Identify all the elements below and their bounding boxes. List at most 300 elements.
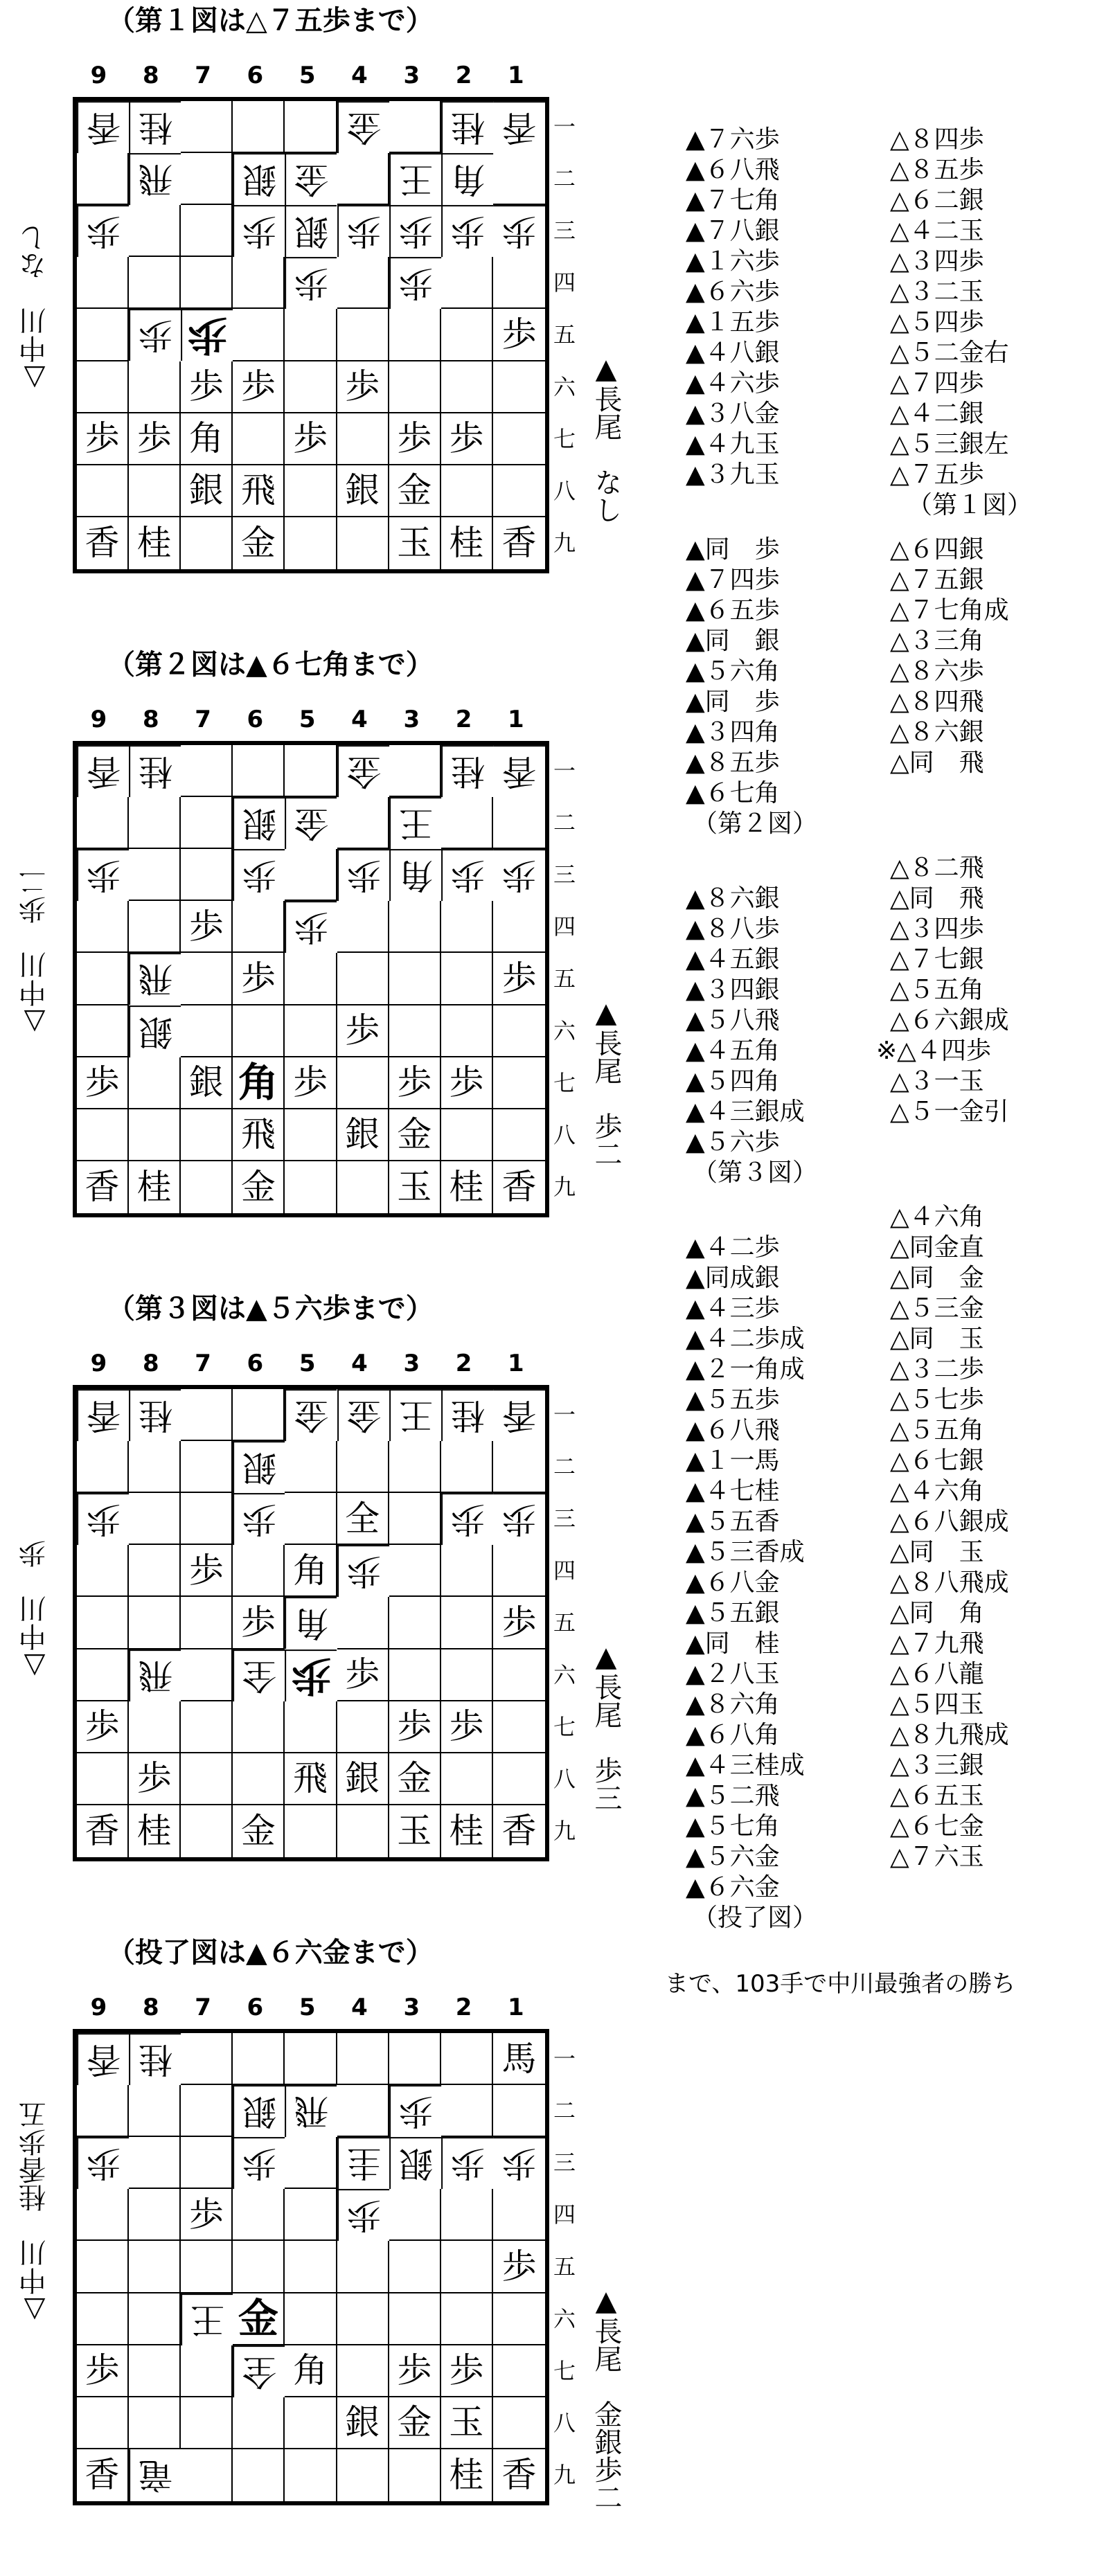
file-label: 2 <box>455 62 472 89</box>
file-label: 3 <box>403 1994 420 2021</box>
empty-square <box>493 257 545 309</box>
empty-square <box>181 1493 233 1545</box>
sente-piece: 歩 <box>233 361 285 413</box>
gote-piece: 歩 <box>441 1493 493 1545</box>
empty-square <box>337 413 389 465</box>
gote-move: △５三銀左 <box>890 430 1009 458</box>
gote-piece: 竜 <box>129 2449 181 2501</box>
file-label: 6 <box>247 62 264 89</box>
empty-square <box>441 361 493 413</box>
empty-square <box>129 849 181 901</box>
empty-square <box>129 465 181 517</box>
sente-piece: 香 <box>77 517 129 569</box>
move-row <box>686 1568 1094 1598</box>
sente-piece: 歩 <box>77 1057 129 1109</box>
sente-move: ▲４六歩 <box>686 369 780 397</box>
empty-square <box>337 2033 389 2085</box>
empty-square <box>389 1545 441 1597</box>
empty-square <box>337 1701 389 1753</box>
gote-piece: 香 <box>493 745 545 797</box>
sente-piece: 歩 <box>493 2241 545 2293</box>
move-row <box>686 1659 1094 1690</box>
gote-piece: 全 <box>233 2345 285 2397</box>
file-label: 4 <box>351 62 368 89</box>
diagram-reference: （第１図） <box>907 491 1033 519</box>
sente-piece: 全 <box>337 1493 389 1545</box>
shogi-board <box>73 97 549 573</box>
move-row <box>686 1629 1094 1659</box>
sente-move: ▲６八金 <box>686 1568 780 1597</box>
gote-piece: 歩 <box>493 849 545 901</box>
sente-move: ▲８六角 <box>686 1690 780 1719</box>
gote-move: △８四飛 <box>890 688 984 716</box>
empty-square <box>233 413 285 465</box>
gote-move: △８八飛成 <box>890 1568 1009 1597</box>
gote-move: ※△４四歩 <box>876 1037 991 1065</box>
rank-labels <box>551 1389 578 1857</box>
rank-label: 七 <box>553 425 576 452</box>
rank-label: 二 <box>553 166 576 193</box>
empty-square <box>285 1805 337 1857</box>
gote-piece: 桂 <box>441 1389 493 1441</box>
empty-square <box>285 517 337 569</box>
empty-square <box>337 1161 389 1213</box>
empty-square <box>389 1597 441 1649</box>
empty-square <box>129 1545 181 1597</box>
sente-player-hand: ▲長尾 歩三 <box>590 1641 622 1812</box>
sente-move: ▲６七角 <box>686 779 780 807</box>
sente-move: ▲５六角 <box>686 657 780 686</box>
empty-square <box>493 797 545 849</box>
gote-piece: 歩 <box>337 2189 389 2241</box>
shogi-board <box>73 2029 549 2505</box>
empty-square <box>129 1493 181 1545</box>
rank-labels <box>551 101 578 569</box>
move-block <box>686 853 1094 1188</box>
gote-move: △３三角 <box>890 627 984 655</box>
move-row <box>686 945 1094 975</box>
rank-label: 六 <box>553 373 576 400</box>
diagram-reference: （投了図） <box>693 1904 818 1932</box>
empty-square <box>285 1109 337 1161</box>
sente-move: ▲２八玉 <box>686 1660 780 1688</box>
move-row <box>686 884 1094 914</box>
empty-square <box>493 901 545 953</box>
sente-move: ▲５五香 <box>686 1508 780 1536</box>
gote-move: △５七歩 <box>890 1386 984 1414</box>
sente-move: ▲７四歩 <box>686 566 780 594</box>
sente-move: ▲５六金 <box>686 1843 780 1871</box>
empty-square <box>129 1057 181 1109</box>
sente-move: ▲５六歩 <box>686 1128 780 1156</box>
gote-move: △３四歩 <box>890 247 984 276</box>
empty-square <box>181 745 233 797</box>
empty-square <box>389 901 441 953</box>
sente-piece: 馬 <box>493 2033 545 2085</box>
empty-square <box>181 849 233 901</box>
empty-square <box>77 257 129 309</box>
sente-piece: 歩 <box>233 1597 285 1649</box>
rank-label: 六 <box>553 2305 576 2332</box>
gote-piece: 歩 <box>493 205 545 257</box>
sente-move: ▲５三香成 <box>686 1538 805 1566</box>
gote-piece: 飛 <box>129 953 181 1005</box>
gote-move: △６六銀成 <box>890 1006 1009 1035</box>
empty-square <box>129 1109 181 1161</box>
empty-square <box>441 465 493 517</box>
rank-label: 七 <box>553 2357 576 2384</box>
sente-piece: 金 <box>389 1109 441 1161</box>
gote-piece: 金 <box>337 745 389 797</box>
empty-square <box>389 1005 441 1057</box>
gote-piece: 歩 <box>233 849 285 901</box>
gote-piece: 銀 <box>233 797 285 849</box>
empty-square <box>129 2085 181 2137</box>
sente-piece: 金 <box>233 517 285 569</box>
move-row <box>686 656 1094 687</box>
file-label: 9 <box>90 1350 107 1377</box>
gote-piece: 銀 <box>233 153 285 205</box>
move-row <box>686 1720 1094 1751</box>
move-row <box>686 1097 1094 1127</box>
sente-move: ▲４五銀 <box>686 945 780 974</box>
empty-square <box>77 2293 129 2345</box>
board-diagram <box>0 644 623 1267</box>
empty-square <box>389 1441 441 1493</box>
gote-piece: 歩 <box>129 309 181 361</box>
file-label: 5 <box>299 62 316 89</box>
file-label: 4 <box>351 1350 368 1377</box>
gote-piece: 飛 <box>129 153 181 205</box>
empty-square <box>285 1441 337 1493</box>
sente-piece: 歩 <box>493 953 545 1005</box>
sente-move: ▲８六銀 <box>686 884 780 913</box>
gote-move: △３二歩 <box>890 1355 984 1384</box>
file-label: 5 <box>299 1350 316 1377</box>
board-grid <box>77 101 545 569</box>
file-label: 1 <box>508 62 524 89</box>
gote-move: △６七銀 <box>890 1447 984 1475</box>
empty-square <box>77 2241 129 2293</box>
empty-square <box>493 413 545 465</box>
file-label: 1 <box>508 1994 524 2021</box>
empty-square <box>181 1649 233 1701</box>
gote-move: △４六角 <box>890 1203 984 1231</box>
gote-move: △８五歩 <box>890 156 984 184</box>
gote-piece: 香 <box>493 101 545 153</box>
move-row <box>686 1812 1094 1842</box>
file-label: 8 <box>142 706 159 733</box>
file-label: 8 <box>142 1994 159 2021</box>
sente-move: ▲８八歩 <box>686 915 780 943</box>
empty-square <box>181 517 233 569</box>
empty-square <box>441 901 493 953</box>
empty-square <box>129 257 181 309</box>
sente-piece: 金 <box>389 465 441 517</box>
file-label: 8 <box>142 62 159 89</box>
empty-square <box>181 2397 233 2449</box>
diagram-title: （投了図は▲６六金まで） <box>107 1937 434 1969</box>
empty-square <box>337 309 389 361</box>
sente-piece: 歩 <box>285 413 337 465</box>
gote-move: △３一玉 <box>890 1067 984 1095</box>
move-row <box>686 1127 1094 1158</box>
empty-square <box>389 2189 441 2241</box>
empty-square <box>285 1701 337 1753</box>
rank-label: 一 <box>553 758 576 784</box>
sente-piece: 銀 <box>337 465 389 517</box>
empty-square <box>233 309 285 361</box>
rank-label: 二 <box>553 810 576 837</box>
gote-piece: 金 <box>337 1389 389 1441</box>
rank-labels <box>551 2033 578 2501</box>
sente-move: ▲４九玉 <box>686 430 780 458</box>
gote-move: △５五角 <box>890 1416 984 1444</box>
sente-move: ▲同 歩 <box>686 688 780 716</box>
file-label: 3 <box>403 62 420 89</box>
empty-square <box>285 1005 337 1057</box>
gote-piece: 歩 <box>233 1493 285 1545</box>
file-labels <box>73 1991 544 2024</box>
gote-piece: 歩 <box>337 1545 389 1597</box>
file-label: 4 <box>351 1994 368 2021</box>
move-row <box>686 368 1094 399</box>
file-label: 6 <box>247 1350 264 1377</box>
gote-piece: 歩 <box>233 2137 285 2189</box>
empty-square <box>441 2085 493 2137</box>
shogi-board <box>73 1385 549 1861</box>
empty-square <box>389 361 441 413</box>
rank-label: 三 <box>553 1505 576 1532</box>
gote-move: △５四玉 <box>890 1690 984 1719</box>
sente-move: ▲７七角 <box>686 186 780 215</box>
sente-piece: 銀 <box>181 465 233 517</box>
gote-move: △５三金 <box>890 1294 984 1323</box>
gote-piece: 香 <box>77 2033 129 2085</box>
diagram-reference: （第２図） <box>693 810 818 838</box>
move-row <box>686 1354 1094 1385</box>
sente-move: ▲６八飛 <box>686 156 780 184</box>
move-row <box>686 626 1094 656</box>
sente-piece: 歩 <box>337 1649 389 1701</box>
empty-square <box>129 1597 181 1649</box>
sente-move: ▲２一角成 <box>686 1355 805 1384</box>
rank-labels <box>551 745 578 1213</box>
move-row <box>686 1781 1094 1812</box>
gote-piece: 金 <box>285 153 337 205</box>
move-row <box>686 247 1094 277</box>
rank-label: 五 <box>553 2253 576 2280</box>
gote-piece: 角 <box>441 153 493 205</box>
sente-piece: 歩 <box>181 1545 233 1597</box>
sente-piece: 玉 <box>441 2397 493 2449</box>
sente-piece: 銀 <box>337 1109 389 1161</box>
file-label: 3 <box>403 1350 420 1377</box>
gote-move: △７四歩 <box>890 369 984 397</box>
sente-piece: 香 <box>77 1805 129 1857</box>
move-row <box>686 1415 1094 1446</box>
file-label: 7 <box>195 62 211 89</box>
move-row <box>686 1233 1094 1263</box>
empty-square <box>389 2449 441 2501</box>
gote-piece: 全 <box>233 1649 285 1701</box>
rank-label: 七 <box>553 1713 576 1740</box>
sente-player-hand: ▲長尾 なし <box>590 353 622 524</box>
empty-square <box>493 2293 545 2345</box>
empty-square <box>233 2241 285 2293</box>
sente-move: ▲７六歩 <box>686 125 780 154</box>
rank-label: 五 <box>553 965 576 992</box>
empty-square <box>77 1109 129 1161</box>
move-row <box>686 307 1094 338</box>
sente-piece: 角 <box>285 2345 337 2397</box>
empty-square <box>129 2397 181 2449</box>
gote-piece: 金 <box>337 101 389 153</box>
empty-square <box>129 361 181 413</box>
file-label: 7 <box>195 1994 211 2021</box>
empty-square <box>129 2241 181 2293</box>
move-row <box>686 1690 1094 1720</box>
gote-piece: 銀 <box>233 2085 285 2137</box>
empty-square <box>441 1441 493 1493</box>
gote-move: △５二金右 <box>890 339 1009 367</box>
sente-piece: 歩 <box>389 1701 441 1753</box>
empty-square <box>181 205 233 257</box>
gote-piece: 角 <box>285 1597 337 1649</box>
empty-square <box>129 1701 181 1753</box>
gote-piece: 王 <box>181 2293 233 2345</box>
move-row <box>686 155 1094 186</box>
empty-square <box>493 2397 545 2449</box>
sente-move: ▲同 桂 <box>686 1629 780 1658</box>
move-block <box>686 1202 1094 1933</box>
file-label: 6 <box>247 1994 264 2021</box>
gote-piece: 銀 <box>285 205 337 257</box>
diagram-title: （第２図は▲６七角まで） <box>107 649 434 681</box>
empty-square <box>337 1597 389 1649</box>
empty-square <box>181 257 233 309</box>
rank-label: 六 <box>553 1017 576 1044</box>
empty-square <box>77 797 129 849</box>
empty-square <box>389 953 441 1005</box>
gote-move: △同 飛 <box>890 884 984 913</box>
sente-move: ▲５二飛 <box>686 1782 780 1810</box>
move-row <box>686 535 1094 565</box>
file-labels <box>73 59 544 92</box>
gote-piece: 飛 <box>285 2085 337 2137</box>
empty-square <box>441 1649 493 1701</box>
empty-square <box>441 797 493 849</box>
gote-move: △４六角 <box>890 1477 984 1505</box>
sente-piece: 銀 <box>181 1057 233 1109</box>
empty-square <box>77 1649 129 1701</box>
empty-square <box>389 2241 441 2293</box>
move-row <box>686 1005 1094 1036</box>
empty-square <box>77 1545 129 1597</box>
sente-move: ▲６八飛 <box>686 1416 780 1444</box>
sente-piece: 桂 <box>441 517 493 569</box>
sente-move: ▲３九玉 <box>686 460 780 489</box>
gote-piece: 王 <box>389 1389 441 1441</box>
gote-piece: 歩 <box>441 2137 493 2189</box>
rank-label: 一 <box>553 114 576 140</box>
empty-square <box>233 257 285 309</box>
empty-square <box>493 1701 545 1753</box>
move-row <box>686 975 1094 1005</box>
gote-player-hand: △中川 歩 <box>19 1540 51 1683</box>
empty-square <box>77 901 129 953</box>
gote-player-hand: △中川 桂香歩五 <box>19 2101 51 2327</box>
gote-move: △３四歩 <box>890 915 984 943</box>
empty-square <box>233 1701 285 1753</box>
gote-piece: 銀 <box>129 1005 181 1057</box>
empty-square <box>285 309 337 361</box>
empty-square <box>233 1545 285 1597</box>
empty-square <box>181 1005 233 1057</box>
rank-label: 八 <box>553 1765 576 1792</box>
gote-piece: 金 <box>285 1389 337 1441</box>
empty-square <box>389 745 441 797</box>
gote-piece: 香 <box>77 101 129 153</box>
rank-label: 三 <box>553 217 576 244</box>
move-row <box>686 1842 1094 1872</box>
gote-move: △５四歩 <box>890 308 984 337</box>
gote-move: △８九飛成 <box>890 1721 1009 1749</box>
sente-move: ▲４二歩 <box>686 1233 780 1262</box>
rank-label: 七 <box>553 1069 576 1096</box>
empty-square <box>233 101 285 153</box>
empty-square <box>77 1441 129 1493</box>
gote-move: △６五玉 <box>890 1782 984 1810</box>
sente-piece: 玉 <box>389 1161 441 1213</box>
sente-piece: 香 <box>501 523 537 564</box>
empty-square <box>493 1109 545 1161</box>
sente-piece: 金 <box>389 2397 441 2449</box>
empty-square <box>181 1753 233 1805</box>
empty-square <box>493 1057 545 1109</box>
empty-square <box>441 1597 493 1649</box>
gote-move: △３三銀 <box>890 1751 984 1780</box>
gote-move: △７六玉 <box>890 1843 984 1871</box>
empty-square <box>441 257 493 309</box>
sente-piece: 香 <box>501 1167 537 1208</box>
empty-square <box>285 2397 337 2449</box>
empty-square <box>389 101 441 153</box>
gote-piece: 角 <box>389 849 441 901</box>
gote-piece: 桂 <box>129 101 181 153</box>
gote-piece: 歩 <box>441 849 493 901</box>
empty-square <box>337 1057 389 1109</box>
sente-piece: 金 <box>233 2293 285 2345</box>
empty-square <box>77 361 129 413</box>
empty-square <box>181 1389 233 1441</box>
empty-square <box>285 953 337 1005</box>
sente-piece: 飛 <box>233 465 285 517</box>
empty-square <box>493 465 545 517</box>
empty-square <box>441 1545 493 1597</box>
sente-move <box>686 853 890 884</box>
empty-square <box>389 2293 441 2345</box>
empty-square <box>285 1493 337 1545</box>
empty-square <box>285 2293 337 2345</box>
sente-move: ▲４二歩成 <box>686 1325 805 1353</box>
move-row <box>686 717 1094 748</box>
sente-piece: 桂 <box>441 2449 493 2501</box>
board-grid <box>77 1389 545 1857</box>
gote-move: △６七金 <box>890 1812 984 1841</box>
rank-label: 五 <box>553 321 576 348</box>
sente-move: ▲５五銀 <box>686 1599 780 1627</box>
